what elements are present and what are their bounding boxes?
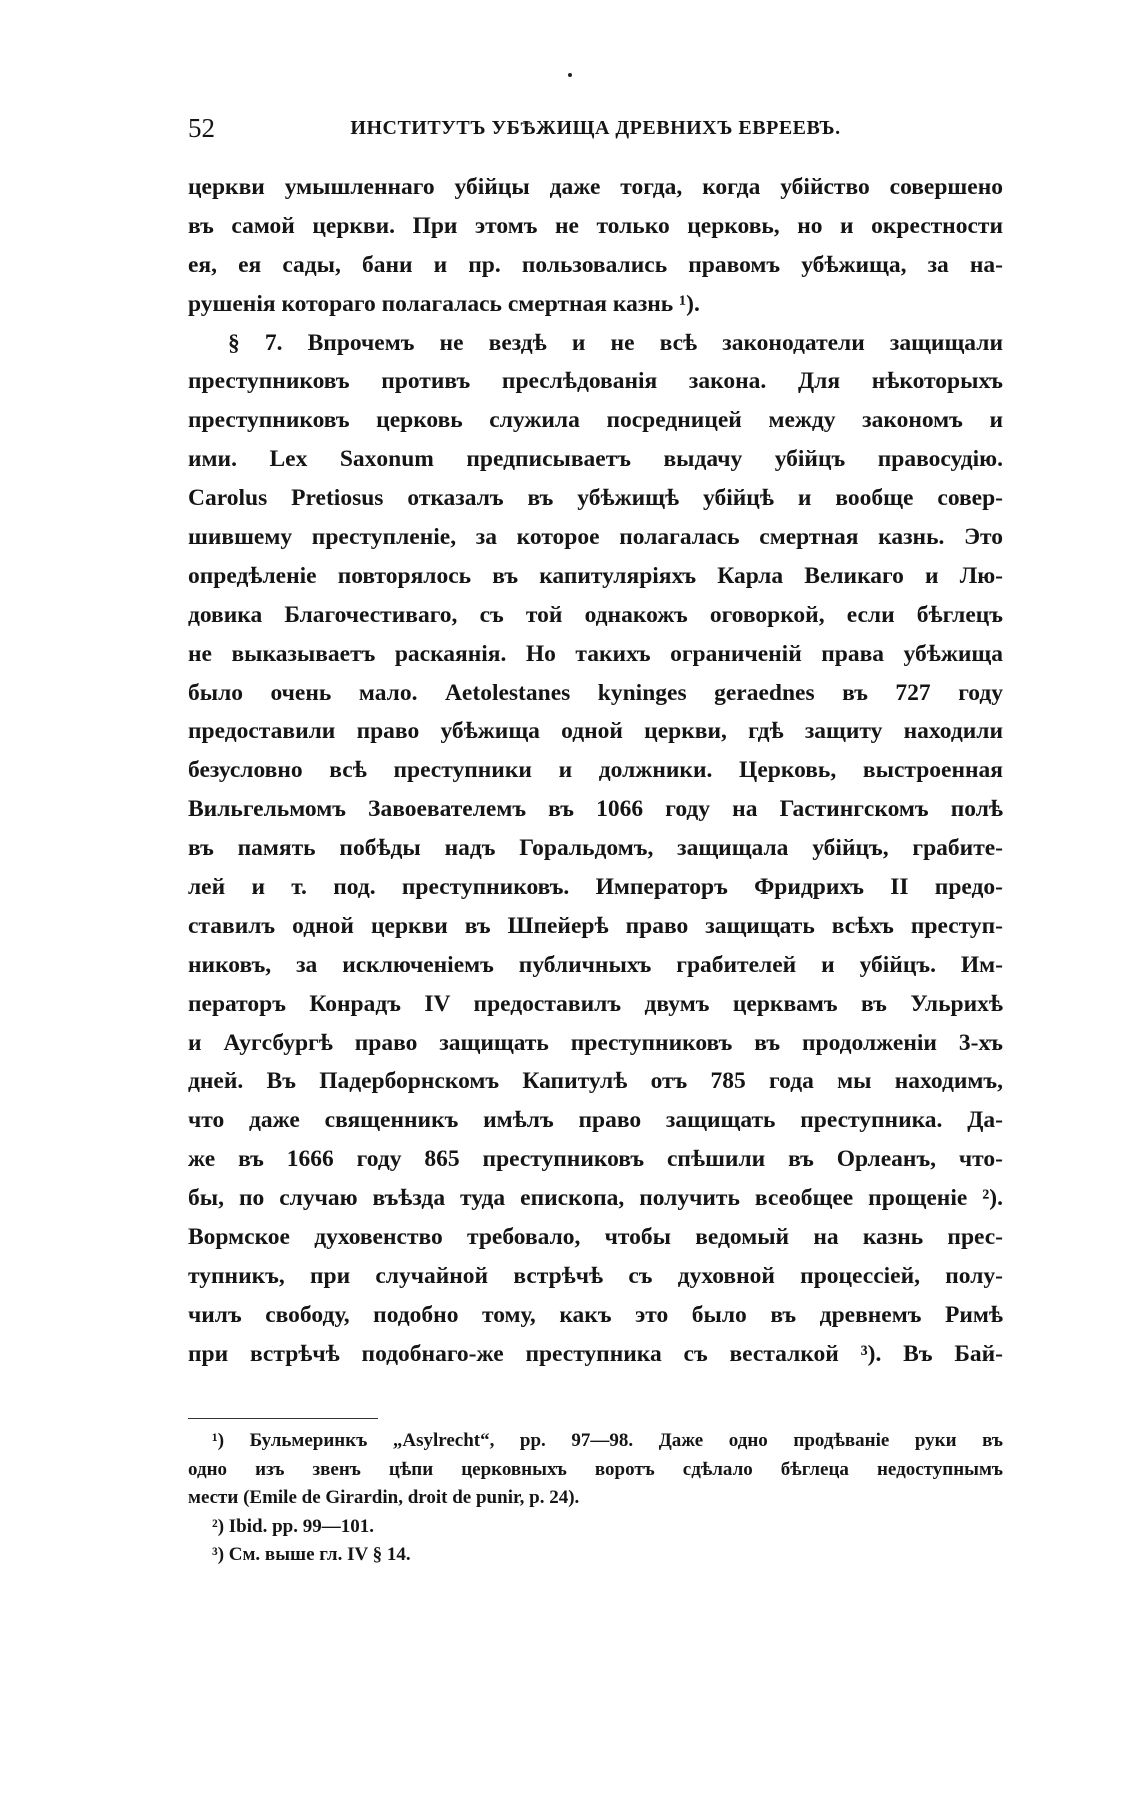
- ink-speck: [568, 73, 572, 77]
- text-line: довика Благочестиваго, съ той однакожъ оговоркой, если бѣглецъ: [188, 601, 1003, 628]
- footnote-line: мести (Emile de Girardin, droit de punir, p. 24).: [188, 1487, 580, 1508]
- text-line: Carolus Pretiosus отказалъ въ убѣжищѣ убійцѣ и вообще совер-: [188, 485, 1003, 512]
- text-line: тупникъ, при случайной встрѣчѣ съ духовной процессіей, полу-: [188, 1262, 1003, 1289]
- text-line: преступниковъ противъ преслѣдованія закона. Для нѣкоторыхъ: [188, 368, 1003, 395]
- text-line: ставилъ одной церкви въ Шпейерѣ право защищать всѣхъ преступ-: [188, 912, 1003, 939]
- text-line: же въ 1666 году 865 преступниковъ спѣшили въ Орлеанъ, что-: [188, 1146, 1003, 1173]
- footnote-line: ¹) Бульмеринкъ „Asylrecht“, pp. 97—98. Даже одно продѣваніе руки въ: [212, 1430, 1003, 1451]
- body-text: [188, 168, 1003, 1374]
- text-line: шившему преступленіе, за которое полагалась смертная казнь. Это: [188, 524, 1003, 551]
- text-line: бы, по случаю въѣзда туда епископа, получить всеобщее прощеніе ²).: [188, 1185, 1003, 1212]
- footnote-line: ²) Ibid. pp. 99—101.: [212, 1515, 374, 1537]
- text-line: было очень мало. Aetolestanes kyninges geraednes въ 727 году: [188, 679, 1003, 706]
- text-line: никовъ, за исключеніемъ публичныхъ грабителей и убійцъ. Им-: [188, 951, 1003, 978]
- text-line: Вильгельмомъ Завоевателемъ въ 1066 году на Гастингскомъ полѣ: [188, 796, 1003, 823]
- page-number: 52: [188, 113, 215, 143]
- text-line: лей и т. под. преступниковъ. Императоръ Фридрихъ II предо-: [188, 874, 1003, 901]
- footnote-line: ³) См. выше гл. IV § 14.: [212, 1544, 411, 1565]
- text-line: преступниковъ церковь служила посредницей между закономъ и: [188, 407, 1003, 434]
- text-line: при встрѣчѣ подобнаго-же преступника съ весталкой ³). Въ Бай-: [188, 1340, 1003, 1367]
- text-line: ими. Lex Saxonum предписываетъ выдачу убійцъ правосудію.: [188, 446, 1003, 473]
- text-line: предоставили право убѣжища одной церкви, гдѣ защиту находили: [188, 718, 1003, 745]
- text-line: ея, ея сады, бани и пр. пользовались правомъ убѣжища, за на-: [188, 251, 1003, 278]
- text-line: церкви умышленнаго убійцы даже тогда, когда убійство совершено: [188, 174, 1003, 200]
- text-line: въ самой церкви. При этомъ не только церковь, но и окрестности: [188, 212, 1003, 239]
- text-line: рушенія котораго полагалась смертная казнь ¹).: [188, 290, 700, 317]
- footnotes: [188, 1427, 1003, 1570]
- footnote-line: одно изъ звенъ цѣпи церковныхъ воротъ сдѣлало бѣглеца недоступнымъ: [188, 1458, 1003, 1480]
- text-line: Вормское духовенство требовало, чтобы ведомый на казнь прес-: [188, 1224, 1003, 1251]
- text-line: дней. Въ Падерборнскомъ Капитулѣ отъ 785 года мы находимъ,: [188, 1068, 1003, 1095]
- text-line: чилъ свободу, подобно тому, какъ это было въ древнемъ Римѣ: [188, 1301, 1003, 1328]
- page-header: [188, 108, 1003, 148]
- text-line: ператоръ Конрадъ IV предоставилъ двумъ церквамъ въ Ульрихѣ: [188, 990, 1003, 1017]
- text-line: что даже священникъ имѣлъ право защищать преступника. Да-: [188, 1107, 1003, 1134]
- text-line: § 7. Впрочемъ не вездѣ и не всѣ законодатели защищали: [228, 329, 1003, 356]
- text-line: безусловно всѣ преступники и должники. Церковь, выстроенная: [188, 757, 1003, 784]
- running-title: ИНСТИТУТЪ УБѢЖИЩА ДРЕВНИХЪ ЕВРЕЕВЪ.: [350, 117, 841, 139]
- footnote-separator: [188, 1418, 378, 1419]
- text-line: и Аугсбургѣ право защищать преступниковъ въ продолженіи 3-хъ: [188, 1029, 1003, 1056]
- text-line: въ память побѣды надъ Горальдомъ, защищала убійцъ, грабите-: [188, 835, 1003, 862]
- text-line: опредѣленіе повторялось въ капитуляріяхъ Карла Великаго и Лю-: [188, 562, 1003, 589]
- text-line: не выказываетъ раскаянія. Но такихъ ограниченій права убѣжища: [188, 640, 1003, 667]
